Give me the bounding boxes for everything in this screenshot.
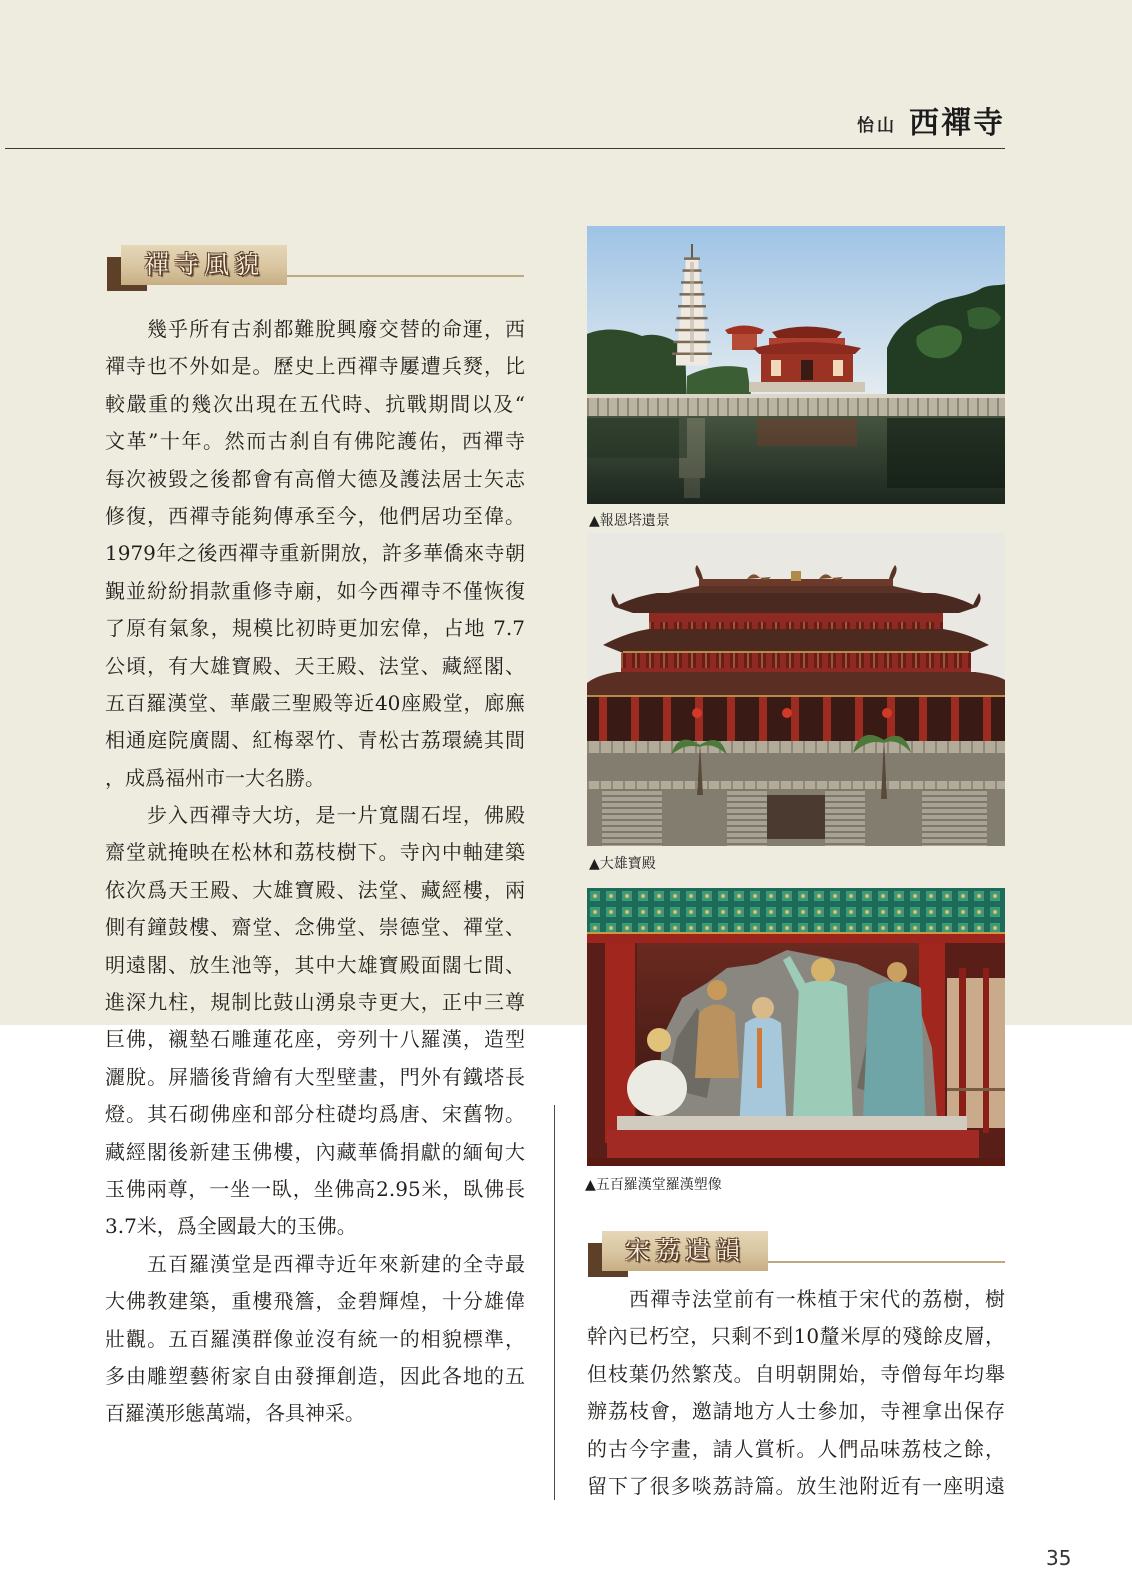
running-header-title: 西禪寺 [909,106,1005,141]
pond [587,416,1005,504]
arhat-statues-image [587,888,1005,1166]
painted-ceiling [587,888,1005,932]
heading-rule [768,1261,1005,1263]
text-line: 留下了很多啖荔詩篇。放生池附近有一座明遠 [587,1473,1005,1498]
text-line: 藏經閣後新建玉佛樓，內藏華僑捐獻的緬甸大 [105,1139,525,1164]
text-line: 較嚴重的幾次出現在五代時、抗戰期間以及“ [105,391,525,416]
text-line: 辦荔枝會，邀請地方人士參加，寺裡拿出保存 [587,1399,1005,1424]
text-line: 百羅漢形態萬端，各具神采。 [105,1401,365,1426]
photo-caption: ▲五百羅漢堂羅漢塑像 [585,1177,722,1193]
text-line: 修復，西禪寺能夠傳承至今，他們居功至偉。 [105,503,525,528]
paragraph [105,797,525,1246]
text-line: 巨佛，襯墊石雕蓮花座，旁列十八羅漢，造型 [105,1027,525,1052]
section-heading-label: 宋荔遺韻 [624,1236,745,1265]
text-line: 每次被毀之後都會有高僧大德及護法居士矢志 [105,466,525,491]
text-line: 五百羅漢堂是西禪寺近年來新建的全寺最 [147,1251,525,1276]
photo-caption: ▲報恩塔遺景 [589,513,670,529]
right-column-text [587,1281,1005,1505]
paragraph [105,311,525,797]
text-line: 的古今字畫，請人賞析。人們品味荔枝之餘， [587,1436,1005,1461]
text-line: 幹內已朽空，只剩不到10釐米厚的殘餘皮層， [587,1324,1005,1349]
roof-middle-tier [603,629,989,653]
text-line: 多由雕塑藝術家自由發揮創造，因此各地的五 [105,1363,525,1388]
photo-caption: ▲大雄寶殿 [589,856,656,872]
photo-pagoda-pond [587,226,1005,504]
upper-storey [649,613,943,631]
text-line: 明遠閣、放生池等，其中大雄寶殿面闊七間、 [105,952,525,977]
page-number: 35 [1046,1546,1072,1570]
text-line: 公頃，有大雄寶殿、天王殿、法堂、藏經閣、 [105,653,525,678]
paragraph [105,1246,525,1433]
text-line: ，成爲福州市一大名勝。 [105,765,325,790]
main-hall-image [587,533,1005,846]
text-line: 3.7米，爲全國最大的玉佛。 [105,1214,357,1239]
text-line: 灑脫。屏牆後背繪有大型壁畫，門外有鐵塔長 [105,1064,525,1089]
text-line: 玉佛兩尊，一坐一臥，坐佛高2.95米，臥佛長 [105,1176,525,1201]
text-line: 齋堂就掩映在松林和荔枝樹下。寺內中軸建築 [105,840,525,865]
left-column-text [105,311,525,1433]
section-heading [588,1231,1008,1279]
red-beam [587,934,1005,943]
photo-arhat-statues [587,888,1005,1166]
stone-terrace [587,741,1005,846]
text-line: 大佛教建築，重樓飛簷，金碧輝煌，十分雄偉 [105,1289,525,1314]
text-line: 側有鐘鼓樓、齋堂、念佛堂、崇德堂、禪堂、 [105,915,525,940]
section-heading-label: 禪寺風貌 [143,250,264,279]
text-line: 燈。其石砌佛座和部分柱礎均爲唐、宋舊物。 [105,1102,525,1127]
text-line: 西禪寺法堂前有一株植于宋代的荔樹，樹 [629,1287,1005,1311]
running-header-prefix: 怡山 [857,116,897,136]
text-line: 步入西禪寺大坊，是一片寬闊石埕，佛殿 [147,803,525,828]
far-hall [947,968,1005,1133]
text-line: 了原有氣象，規模比初時更加宏偉，占地 7.7 [105,616,525,641]
balustrade [587,394,1005,416]
text-line: 文革”十年。然而古刹自有佛陀護佑，西禪寺 [105,429,525,454]
statue-platform [587,1116,1005,1166]
text-line: 進深九柱，規制比鼓山湧泉寺更大，正中三尊 [105,990,525,1015]
paragraph [587,1281,1005,1505]
text-line: 壯觀。五百羅漢群像並沒有統一的相貌標準， [105,1326,525,1351]
heading-rule [287,275,524,277]
roof-lower-tier [587,672,1005,697]
left-pillar [605,943,635,1143]
text-line: 覲並紛紛捐款重修寺廟，如今西禪寺不僅恢復 [105,578,525,603]
text-line: 1979年之後西禪寺重新開放，許多華僑來寺朝 [105,541,525,566]
text-line: 相通庭院廣闊、紅梅翠竹、青松古荔環繞其間 [105,728,525,753]
text-line: 禪寺也不外如是。歷史上西禪寺屢遭兵燹，比 [105,354,525,379]
pagoda-pond-image [587,226,1005,504]
text-line: 五百羅漢堂、華嚴三聖殿等近40座殿堂，廊廡 [105,690,525,715]
photo-main-hall [587,533,1005,846]
text-line: 依次爲天王殿、大雄寶殿、法堂、藏經樓，兩 [105,877,525,902]
column-divider [554,1105,555,1500]
text-line: 幾乎所有古刹都難脫興廢交替的命運，西 [147,317,525,341]
text-line: 但枝葉仍然繁茂。自明朝開始，寺僧每年均舉 [587,1361,1005,1386]
section-heading [107,245,527,293]
header-rule [5,148,1005,149]
